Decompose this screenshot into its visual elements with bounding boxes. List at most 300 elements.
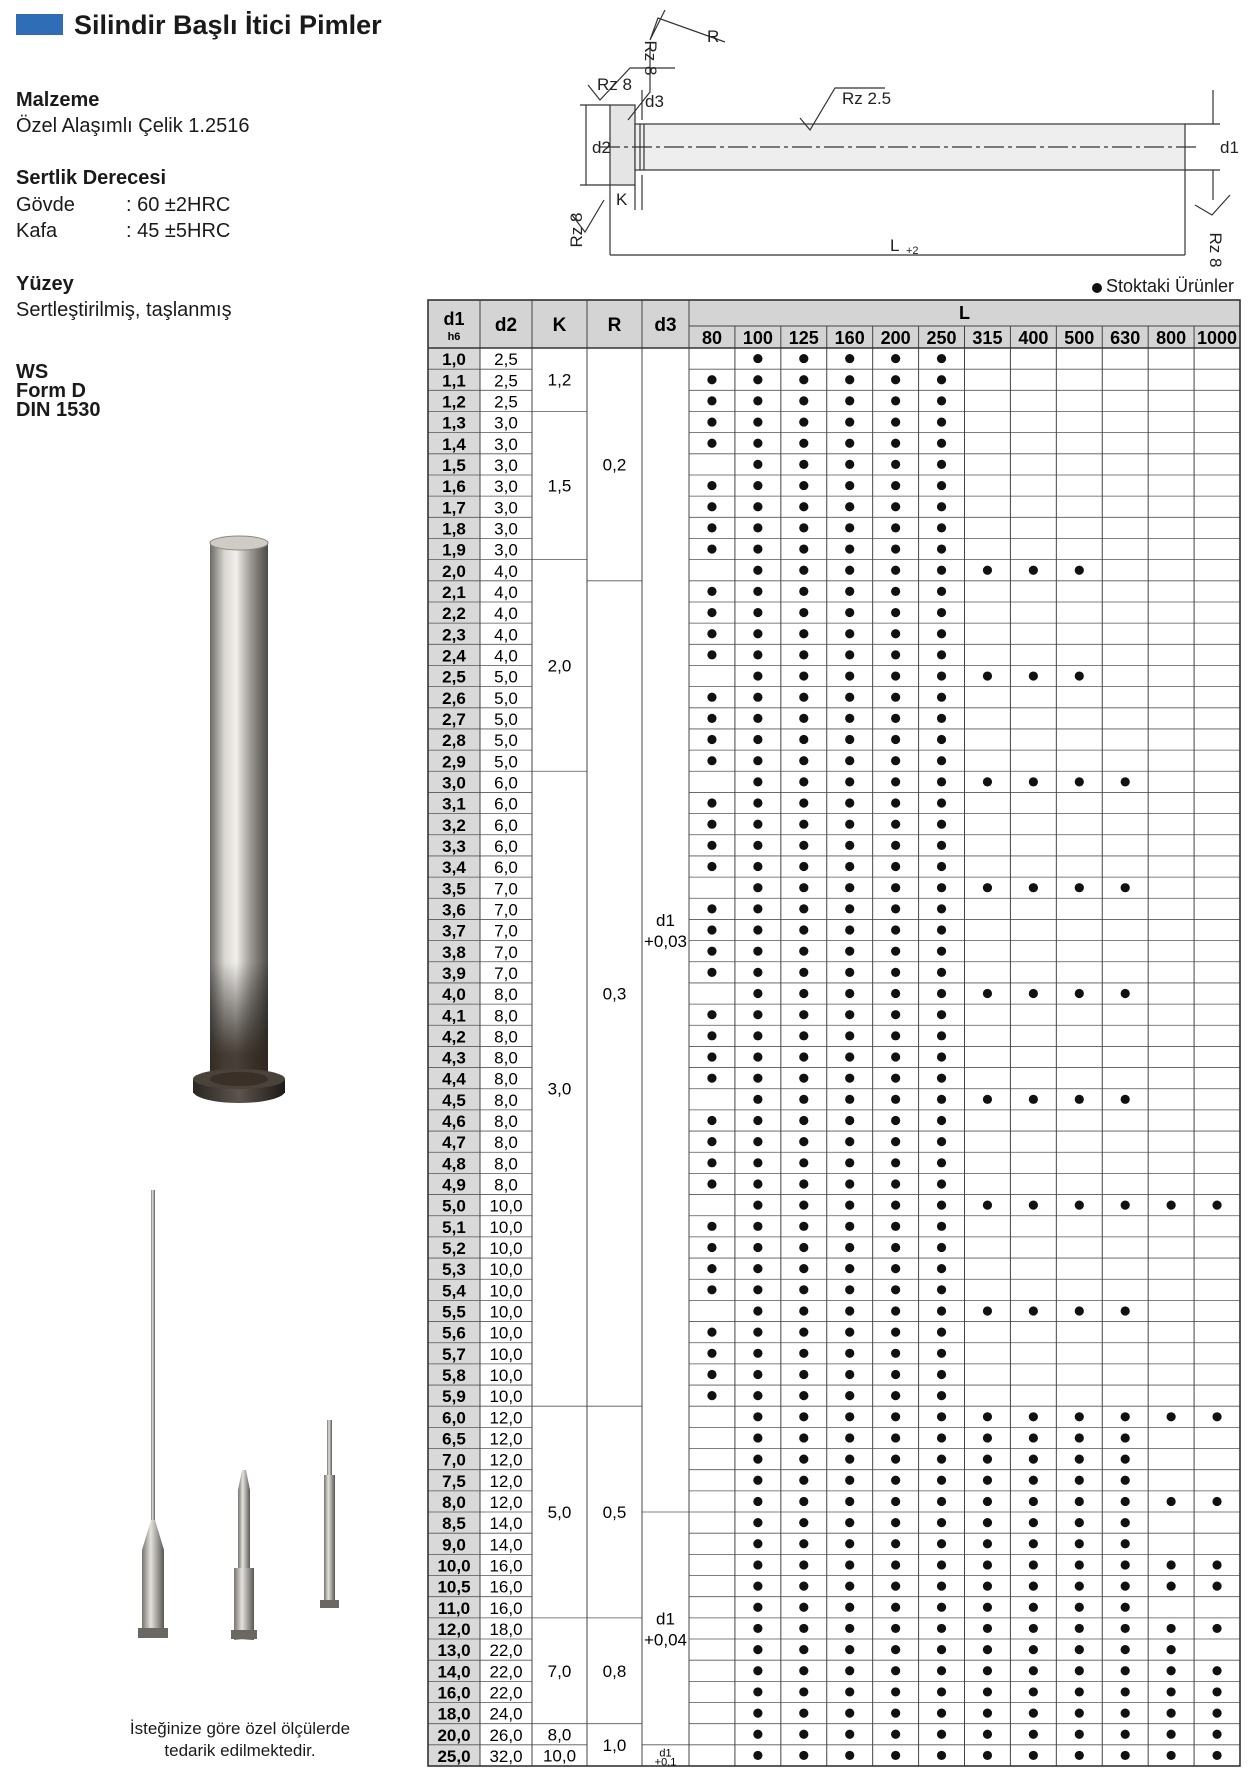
stock-dot (799, 1730, 808, 1739)
cell-d1: 5,8 (442, 1366, 466, 1386)
cell-d1: 14,0 (437, 1662, 471, 1682)
stock-dot (799, 1201, 808, 1210)
cell-d1: 3,9 (442, 963, 466, 983)
stock-dot (753, 1264, 762, 1273)
stock-dot (1121, 1433, 1130, 1442)
stock-dot (1029, 1095, 1038, 1104)
stock-dot (753, 1518, 762, 1527)
stock-dot (983, 1687, 992, 1696)
stock-dot (891, 1560, 900, 1569)
stock-dot (937, 1455, 946, 1464)
stock-dot (983, 1582, 992, 1591)
stock-dot (1075, 1455, 1084, 1464)
stock-dot (983, 1306, 992, 1315)
stock-dot (799, 1666, 808, 1675)
stock-dot (983, 1603, 992, 1612)
stock-dot (753, 1116, 762, 1125)
stock-dot (753, 1137, 762, 1146)
stock-dot (891, 1412, 900, 1421)
stock-dot (937, 925, 946, 934)
hardness-label: Sertlik Derecesi (16, 167, 167, 189)
cell-d1: 5,9 (442, 1387, 466, 1407)
stock-dot (845, 354, 854, 363)
stock-dot (753, 566, 762, 575)
stock-dot (707, 523, 716, 532)
stock-dot (1212, 1624, 1221, 1633)
cell-d1: 10,0 (437, 1556, 471, 1576)
stock-dot (891, 354, 900, 363)
stock-dot (1212, 1560, 1221, 1569)
material-value: Özel Alaşımlı Çelik 1.2516 (16, 115, 250, 137)
label-rz8-left: Rz 8 (567, 212, 586, 248)
stock-dot (891, 1708, 900, 1717)
stock-dot (707, 396, 716, 405)
stock-dot (891, 735, 900, 744)
cell-d2: 3,0 (494, 434, 518, 454)
header-R: R (607, 315, 622, 336)
stock-dot (799, 947, 808, 956)
stock-dot (891, 1518, 900, 1527)
stock-dot (937, 523, 946, 532)
stock-dot (891, 1328, 900, 1337)
hardness-body-value: : 60 ±2HRC (126, 194, 231, 216)
stock-dot (1212, 1582, 1221, 1591)
header-L-250: 250 (926, 328, 957, 348)
cell-d2: 10,0 (489, 1344, 523, 1364)
stock-dot (937, 1560, 946, 1569)
stock-dot (937, 1476, 946, 1485)
stock-dot (753, 1010, 762, 1019)
cell-d1: 8,0 (442, 1493, 466, 1513)
stock-dot (937, 354, 946, 363)
label-rz8-head: Rz 8 (597, 75, 632, 94)
stock-dot (1121, 1539, 1130, 1548)
stock-dot (1029, 1645, 1038, 1654)
stock-dot (845, 439, 854, 448)
stock-dot (799, 1116, 808, 1125)
stock-dot (799, 862, 808, 871)
note-line-2: tedarik edilmektedir. (164, 1741, 316, 1760)
cell-d1: 3,0 (442, 773, 466, 793)
stock-dot (983, 1730, 992, 1739)
stock-dot (891, 481, 900, 490)
stock-dot (753, 947, 762, 956)
stock-dot (707, 820, 716, 829)
stock-dot (891, 1285, 900, 1294)
stock-dot (799, 1497, 808, 1506)
stock-dot (1029, 1497, 1038, 1506)
cell-d2: 10,0 (489, 1302, 523, 1322)
standard-form: Form D (16, 380, 86, 402)
cell-d2: 8,0 (494, 1006, 518, 1026)
d3-group-value: d1 (656, 911, 675, 931)
legend-text: Stoktaki Ürünler (1106, 276, 1235, 296)
stock-dot (845, 1370, 854, 1379)
stock-dot (937, 1116, 946, 1125)
header-L: L (959, 303, 970, 323)
stock-dot (937, 1222, 946, 1231)
cell-d2: 8,0 (494, 1090, 518, 1110)
cell-d1: 1,8 (442, 519, 466, 539)
stock-dot (845, 1328, 854, 1337)
stock-dot (1029, 1518, 1038, 1527)
stock-dot (891, 756, 900, 765)
stock-dot (937, 841, 946, 850)
stock-dot (707, 968, 716, 977)
stock-dot (891, 693, 900, 702)
stock-dot (753, 1370, 762, 1379)
stock-dot (983, 1433, 992, 1442)
stock-dot (1212, 1751, 1221, 1760)
stock-dot (1121, 1560, 1130, 1569)
stock-dot (891, 1582, 900, 1591)
cell-d1: 3,3 (442, 836, 466, 856)
stock-dot (1029, 671, 1038, 680)
stock-dot (1075, 1412, 1084, 1421)
stock-dot (753, 544, 762, 553)
stock-dot (707, 375, 716, 384)
stock-dot (845, 693, 854, 702)
stock-dot (983, 777, 992, 786)
stock-dot (753, 1074, 762, 1083)
stock-dot (845, 1582, 854, 1591)
stock-dot (753, 1095, 762, 1104)
stock-dot (891, 1455, 900, 1464)
stock-dot (937, 735, 946, 744)
stock-dot (891, 671, 900, 680)
stock-dot (937, 502, 946, 511)
stock-dot (1075, 1751, 1084, 1760)
stock-dot (799, 523, 808, 532)
stock-dot (845, 1603, 854, 1612)
cell-d2: 12,0 (489, 1450, 523, 1470)
k-group-value: 10,0 (542, 1746, 577, 1766)
stock-dot (1121, 1095, 1130, 1104)
cell-d1: 1,6 (442, 477, 466, 497)
stock-dot (1075, 1497, 1084, 1506)
cell-d2: 10,0 (489, 1281, 523, 1301)
stock-dot (1029, 566, 1038, 575)
stock-dot (845, 1095, 854, 1104)
stock-dot (891, 1116, 900, 1125)
stock-dot (845, 1306, 854, 1315)
stock-dot (753, 693, 762, 702)
stock-dot (707, 1179, 716, 1188)
stock-dot (707, 1137, 716, 1146)
stock-dot (937, 1137, 946, 1146)
cell-d1: 20,0 (437, 1725, 471, 1745)
stock-dot (891, 1370, 900, 1379)
stock-dot (845, 1645, 854, 1654)
header-d3: d3 (654, 315, 677, 336)
stock-dot (937, 989, 946, 998)
stock-dot (845, 1010, 854, 1019)
stock-dot (707, 1074, 716, 1083)
stock-dot (937, 1497, 946, 1506)
cell-d1: 4,3 (442, 1048, 466, 1068)
stock-dot (799, 1222, 808, 1231)
cell-d2: 10,0 (489, 1387, 523, 1407)
stock-dot (1075, 1433, 1084, 1442)
cell-d1: 6,5 (442, 1429, 466, 1449)
header-d1: d1 (443, 309, 465, 329)
stock-dot (1121, 1476, 1130, 1485)
stock-dot (845, 1201, 854, 1210)
stock-dot (753, 756, 762, 765)
stock-dot (891, 904, 900, 913)
stock-dot (799, 1433, 808, 1442)
cell-d1: 2,0 (442, 561, 466, 581)
stock-dot (1075, 1518, 1084, 1527)
cell-d2: 3,0 (494, 455, 518, 475)
stock-dot (845, 925, 854, 934)
stock-dot (1121, 989, 1130, 998)
cell-d2: 12,0 (489, 1493, 523, 1513)
hardness-head-value: : 45 ±5HRC (126, 220, 231, 242)
stock-dot (1121, 1645, 1130, 1654)
cell-d1: 1,1 (442, 371, 466, 391)
stock-dot (1029, 1687, 1038, 1696)
stock-dot (983, 1476, 992, 1485)
stock-dot (1029, 1582, 1038, 1591)
cell-d2: 8,0 (494, 985, 518, 1005)
stock-dot (937, 1687, 946, 1696)
stock-dot (845, 1243, 854, 1252)
k-group-value: 3,0 (547, 1079, 572, 1099)
stock-dot (937, 375, 946, 384)
stock-dot (799, 1391, 808, 1400)
stock-dot (891, 1687, 900, 1696)
stock-dot (983, 1560, 992, 1569)
stock-dot (937, 1730, 946, 1739)
stock-dot (799, 1687, 808, 1696)
stock-dot (891, 1095, 900, 1104)
stock-dot (799, 502, 808, 511)
stock-dot (753, 1031, 762, 1040)
stock-dot (1029, 1708, 1038, 1717)
stock-dot (845, 735, 854, 744)
surface-label: Yüzey (16, 273, 74, 295)
stock-dot (799, 714, 808, 723)
stock-dot (1075, 1666, 1084, 1675)
stock-dot (1029, 777, 1038, 786)
stock-dot (937, 820, 946, 829)
stock-dot (845, 1222, 854, 1231)
stock-dot (937, 798, 946, 807)
stock-dot (1029, 989, 1038, 998)
cell-d1: 4,7 (442, 1133, 466, 1153)
stock-dot (753, 1179, 762, 1188)
stock-dot (891, 1730, 900, 1739)
label-rz8-right: Rz 8 (1206, 232, 1225, 268)
stock-dot (1167, 1560, 1176, 1569)
cell-d1: 2,7 (442, 709, 466, 729)
stock-dot (891, 417, 900, 426)
stock-dot (937, 756, 946, 765)
stock-dot (845, 714, 854, 723)
cell-d1: 2,8 (442, 731, 466, 751)
cell-d2: 4,0 (494, 646, 518, 666)
stock-dot (1029, 1666, 1038, 1675)
stock-dot (1121, 883, 1130, 892)
stock-dot (753, 798, 762, 807)
stock-dot (891, 841, 900, 850)
stock-dot (799, 904, 808, 913)
stock-dot (1029, 1539, 1038, 1548)
stock-dot (1167, 1708, 1176, 1717)
cell-d1: 3,6 (442, 900, 466, 920)
stock-dot (1075, 566, 1084, 575)
cell-d2: 8,0 (494, 1069, 518, 1089)
stock-dot (1075, 1624, 1084, 1633)
cell-d1: 4,2 (442, 1027, 466, 1047)
stock-dot (753, 1243, 762, 1252)
cell-d1: 12,0 (437, 1620, 471, 1640)
cell-d1: 3,8 (442, 942, 466, 962)
stock-dot (891, 1010, 900, 1019)
header-K: K (552, 315, 567, 336)
stock-dot (1167, 1624, 1176, 1633)
stock-dot (845, 587, 854, 596)
stock-dot (753, 841, 762, 850)
header-L-400: 400 (1018, 328, 1049, 348)
cell-d2: 3,0 (494, 477, 518, 497)
stock-dot (891, 947, 900, 956)
r-group-value: 0,5 (602, 1503, 627, 1523)
stock-dot (845, 566, 854, 575)
stock-dot (1029, 1476, 1038, 1485)
label-rz25: Rz 2.5 (842, 89, 892, 108)
stock-dot (845, 1730, 854, 1739)
cell-d1: 11,0 (437, 1598, 471, 1618)
cell-d1: 8,5 (442, 1514, 466, 1534)
stock-dot (891, 650, 900, 659)
cell-d2: 4,0 (494, 625, 518, 645)
cell-d2: 5,0 (494, 731, 518, 751)
stock-dot (707, 862, 716, 871)
stock-dot (845, 1539, 854, 1548)
stock-dot (707, 947, 716, 956)
stock-dot (799, 1158, 808, 1167)
stock-dot (891, 798, 900, 807)
stock-dot (891, 523, 900, 532)
stock-dot (1029, 1624, 1038, 1633)
stock-dot (937, 650, 946, 659)
stock-dot (845, 989, 854, 998)
cell-d1: 4,8 (442, 1154, 466, 1174)
stock-dot (799, 1603, 808, 1612)
stock-dot (845, 798, 854, 807)
stock-dot (707, 439, 716, 448)
cell-d1: 5,7 (442, 1344, 466, 1364)
stock-dot (1121, 1708, 1130, 1717)
stock-dot (891, 375, 900, 384)
stock-dot (937, 968, 946, 977)
stock-dot (1212, 1497, 1221, 1506)
stock-dot (1212, 1666, 1221, 1675)
stock-dot (1075, 777, 1084, 786)
stock-dot (983, 1201, 992, 1210)
stock-dot (753, 354, 762, 363)
stock-dot (753, 1222, 762, 1231)
standard-ws: WS (16, 361, 49, 383)
stock-dot (845, 1455, 854, 1464)
cell-d2: 7,0 (494, 921, 518, 941)
cell-d2: 26,0 (489, 1725, 523, 1745)
label-d2: d2 (592, 138, 611, 157)
stock-dot (845, 375, 854, 384)
cell-d1: 1,0 (442, 350, 466, 370)
stock-dot (1075, 1603, 1084, 1612)
stock-dot (753, 1349, 762, 1358)
stock-dot (891, 714, 900, 723)
stock-dot (1121, 1730, 1130, 1739)
k-group-value: 5,0 (547, 1503, 572, 1523)
cell-d1: 2,4 (442, 646, 466, 666)
stock-dot (707, 481, 716, 490)
stock-dot (891, 396, 900, 405)
stock-dot (753, 1582, 762, 1591)
stock-dot (753, 1476, 762, 1485)
cell-d1: 2,6 (442, 688, 466, 708)
cell-d1: 4,4 (442, 1069, 466, 1089)
stock-dot (1029, 883, 1038, 892)
stock-dot (799, 1539, 808, 1548)
table-body-bg (480, 348, 1240, 1769)
stock-dot (799, 1285, 808, 1294)
stock-dot (1212, 1708, 1221, 1717)
stock-dot (753, 1539, 762, 1548)
header-L-800: 800 (1156, 328, 1187, 348)
stock-dot (891, 1031, 900, 1040)
cell-d2: 10,0 (489, 1366, 523, 1386)
stock-dot (1075, 1095, 1084, 1104)
stock-dot (937, 566, 946, 575)
stock-dot (891, 1158, 900, 1167)
stock-dot (891, 925, 900, 934)
stock-dot (845, 862, 854, 871)
stock-dot (1075, 1645, 1084, 1654)
stock-dot (983, 1455, 992, 1464)
stock-dot (753, 650, 762, 659)
cell-d2: 16,0 (489, 1577, 523, 1597)
stock-dot (707, 756, 716, 765)
stock-dot (983, 883, 992, 892)
stock-dot (753, 820, 762, 829)
stock-dot (799, 354, 808, 363)
cell-d2: 6,0 (494, 773, 518, 793)
r-group-value: 1,0 (602, 1735, 627, 1755)
stock-dot (753, 1560, 762, 1569)
stock-dot (799, 460, 808, 469)
stock-dot (799, 1264, 808, 1273)
stock-dot (799, 1349, 808, 1358)
cell-d1: 5,5 (442, 1302, 466, 1322)
stock-dot (799, 1708, 808, 1717)
stock-dot (937, 1539, 946, 1548)
cell-d2: 24,0 (489, 1704, 523, 1724)
stock-dot (937, 1264, 946, 1273)
cell-d1: 4,5 (442, 1090, 466, 1110)
stock-dot (937, 1349, 946, 1358)
stock-dot (983, 1497, 992, 1506)
stock-dot (799, 693, 808, 702)
stock-dot (753, 608, 762, 617)
stock-dot (937, 1201, 946, 1210)
stock-dot (799, 608, 808, 617)
stock-dot (845, 1074, 854, 1083)
cell-d1: 10,5 (437, 1577, 471, 1597)
